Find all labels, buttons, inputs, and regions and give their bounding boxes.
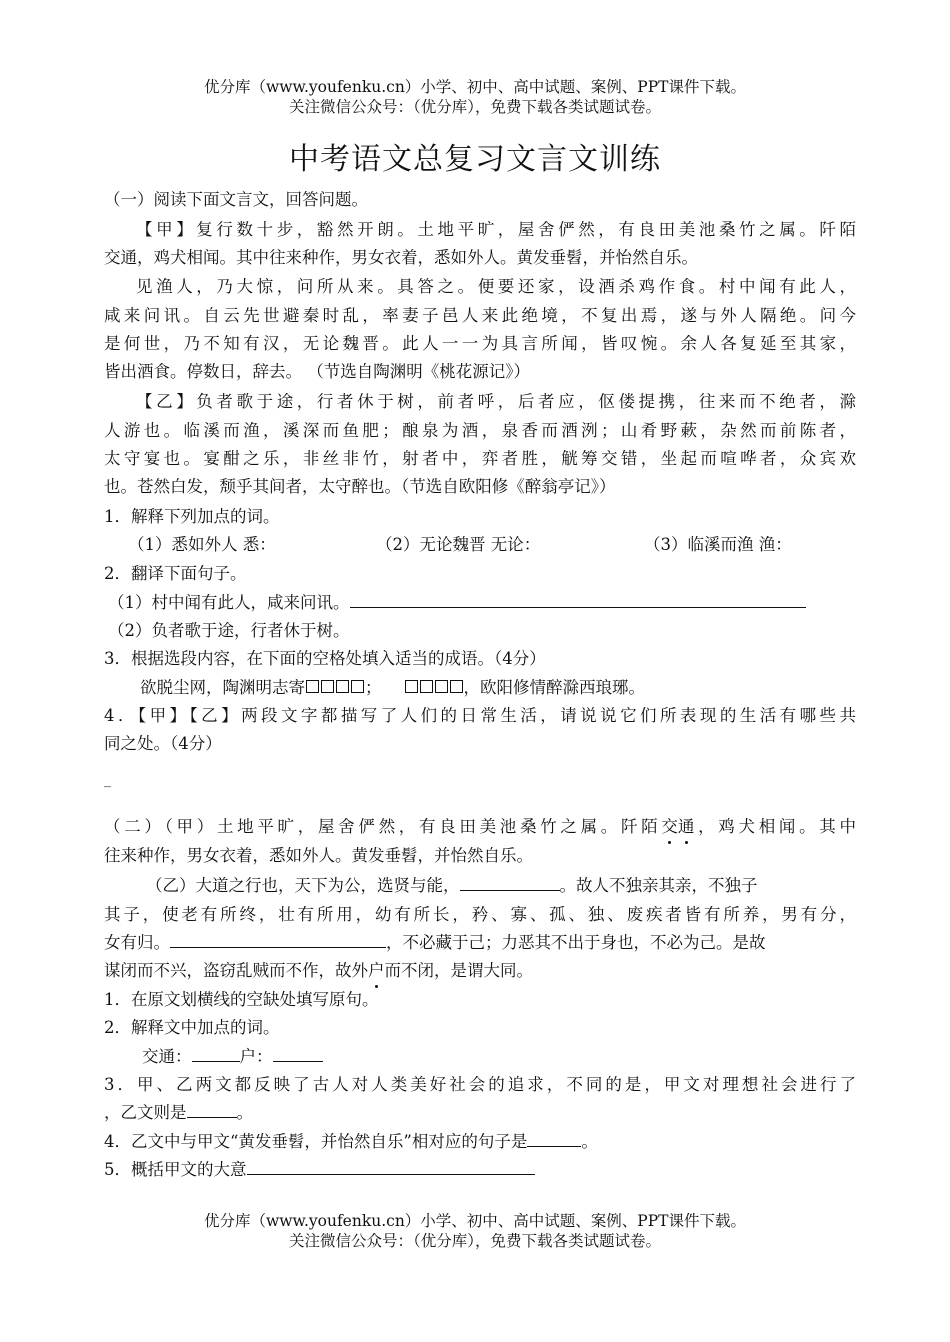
- p2-yi-l4-post: 而不闭，是谓大同。: [384, 961, 533, 980]
- p1-question-1a: （1）悉如外人 悉：: [128, 535, 276, 554]
- p1-question-1c: （3）临溪而渔 渔：: [644, 535, 792, 554]
- p2-question-4: [104, 1128, 856, 1155]
- header-line-2: 关注微信公众号：（优分库），免费下载各类试题试卷。: [288, 98, 661, 116]
- fill-blank-2[interactable]: [170, 929, 386, 948]
- char-box[interactable]: [435, 680, 448, 693]
- jiaotong-label: 交通：: [142, 1047, 192, 1066]
- p1-question-4-line-1: 4．【甲】【乙】两段文字都描写了人们的日常生活，请说说它们所表现的生活有哪些共: [104, 706, 856, 725]
- dotted-char-tong: 通: [678, 813, 695, 840]
- dotted-char-jiao: 交: [661, 813, 678, 840]
- p1-question-3a: [140, 674, 892, 701]
- jia-line-5: 是何世，乃不知有汉，无论魏晋。此人一一为具言所闻，皆叹惋。余人各复延至其家，: [104, 334, 856, 353]
- jia-line-3: 见渔人，乃大惊，问所从来。具答之。便要还家，设酒杀鸡作食。村中闻有此人，: [136, 277, 856, 296]
- char-box[interactable]: [405, 680, 418, 693]
- jia-line-1: 【甲】复行数十步，豁然开朗。土地平旷，屋舍俨然，有良田美池桑竹之属。阡陌: [136, 220, 856, 239]
- char-box[interactable]: [336, 680, 349, 693]
- footer-line-2: 关注微信公众号：（优分库），免费下载各类试题试卷。: [288, 1232, 661, 1250]
- p1-question-2b: （2）负者歌于途，行者休于树。: [108, 621, 350, 640]
- p2-question-2: 2．解释文中加点的词。: [104, 1018, 280, 1037]
- answer-blank[interactable]: [350, 589, 806, 608]
- page-title: 中考语文总复习文言文训练: [289, 142, 661, 177]
- header-line-1: 优分库（www.youfenku.cn）小学、初中、高中试题、案例、PPT课件下载。: [203, 78, 747, 96]
- hu-label: 户：: [239, 1047, 273, 1066]
- char-box[interactable]: [450, 680, 463, 693]
- p2-question-3-line-2: [104, 1099, 856, 1126]
- q5-label: 5．概括甲文的大意: [104, 1160, 247, 1179]
- char-box[interactable]: [321, 680, 334, 693]
- q4-post: 。: [581, 1132, 598, 1151]
- answer-blank[interactable]: [247, 1156, 535, 1175]
- p1-question-4-line-2: 同之处。（4分）: [104, 734, 222, 753]
- p2-jia-l1-post: ，鸡犬相闻。其中: [694, 817, 857, 836]
- p2-question-2a: [142, 1043, 894, 1070]
- p2-yi-line-3: [104, 929, 856, 956]
- p2-yi-l3-pre: 女有归。: [104, 933, 170, 952]
- p2-yi-line-1: [146, 872, 856, 899]
- footer-line-1: 优分库（www.youfenku.cn）小学、初中、高中试题、案例、PPT课件下载。: [203, 1212, 747, 1230]
- dotted-char-hu: 户: [368, 957, 385, 984]
- p2-yi-l4-pre: 谋闭而不兴，盗窃乱贼而不作，故外: [104, 961, 368, 980]
- p1-question-1: 1．解释下列加点的词。: [104, 507, 280, 526]
- p2-jia-line-1: [104, 813, 856, 840]
- fill-blank-1[interactable]: [460, 872, 560, 891]
- jia-line-4: 咸来问讯。自云先世避秦时乱，率妻子邑人来此绝境，不复出焉，遂与外人隔绝。问今: [104, 306, 856, 325]
- yi-line-1: 【乙】负者歌于途，行者休于树，前者呼，后者应，伛偻提携，往来而不绝者，滁: [136, 392, 856, 411]
- q3-l2-pre: ，乙文则是: [104, 1103, 187, 1122]
- char-box[interactable]: [306, 680, 319, 693]
- p2-question-5: [104, 1156, 856, 1183]
- answer-blank[interactable]: [187, 1099, 237, 1118]
- q3-l2-post: 。: [236, 1103, 253, 1122]
- answer-blank[interactable]: [273, 1043, 323, 1062]
- p1-question-2: 2．翻译下面句子。: [104, 564, 247, 583]
- answer-blank[interactable]: [192, 1043, 240, 1062]
- p2-yi-l3-post: ，不必藏于己；力恶其不出于身也，不必为己。是故: [386, 933, 766, 952]
- q3a-prefix: 欲脱尘网，陶渊明志寄: [140, 678, 305, 697]
- q4-pre: 4．乙文中与甲文“黄发垂髫，并怡然自乐”相对应的句子是: [104, 1132, 528, 1151]
- part1-heading: （一）阅读下面文言文，回答问题。: [104, 190, 368, 209]
- p1-question-3: 3．根据选段内容，在下面的空格处填入适当的成语。（4分）: [104, 649, 546, 668]
- p1-question-1b: （2）无论魏晋 无论：: [376, 535, 541, 554]
- p2-question-1: 1．在原文划横线的空缺处填写原句。: [104, 990, 379, 1009]
- yi-line-3: 太守宴也。宴酣之乐，非丝非竹，射者中，弈者胜，觥筹交错，坐起而喧哗者，众宾欢: [104, 449, 856, 468]
- p2-jia-l1-pre: （二）（甲）土地平旷，屋舍俨然，有良田美池桑竹之属。阡陌: [104, 817, 662, 836]
- yi-line-2: 人游也。临溪而渔，溪深而鱼肥；酿泉为酒，泉香而酒洌；山肴野蔌，杂然而前陈者，: [104, 421, 856, 440]
- answer-blank[interactable]: [527, 1128, 581, 1147]
- p2-yi-line-2: 其子，使老有所终，壮有所用，幼有所长，矜、寡、孤、独、废疾者皆有所养，男有分，: [104, 905, 856, 924]
- char-box[interactable]: [420, 680, 433, 693]
- p2-yi-l1-post: 。故人不独亲其亲，不独子: [559, 876, 758, 895]
- p2-yi-line-4: [104, 957, 856, 984]
- jia-line-6: 皆出酒食。停数日，辞去。 （节选自陶渊明《桃花源记》）: [104, 362, 530, 381]
- q3a-suffix: ，欧阳修情醉滁西琅琊。: [463, 678, 645, 697]
- p1-question-2a: （1）村中闻有此人，咸来问讯。: [108, 593, 350, 612]
- yi-line-4: 也。苍然白发，颓乎其间者，太守醉也。（节选自欧阳修《醉翁亭记》）: [104, 477, 616, 496]
- q3a-separator: ；: [365, 678, 382, 697]
- p2-yi-l1-pre: （乙）大道之行也，天下为公，选贤与能，: [146, 876, 460, 895]
- char-box[interactable]: [351, 680, 364, 693]
- jia-line-2: 交通，鸡犬相闻。其中往来种作，男女衣着，悉如外人。黄发垂髫，并怡然自乐。: [104, 248, 698, 267]
- p2-question-3-line-1: 3．甲、乙两文都反映了古人对人类美好社会的追求，不同的是，甲文对理想社会进行了: [104, 1075, 856, 1094]
- p2-jia-line-2: 往来种作，男女衣着，悉如外人。黄发垂髫，并怡然自乐。: [104, 846, 533, 865]
- answer-mark: _: [104, 772, 111, 788]
